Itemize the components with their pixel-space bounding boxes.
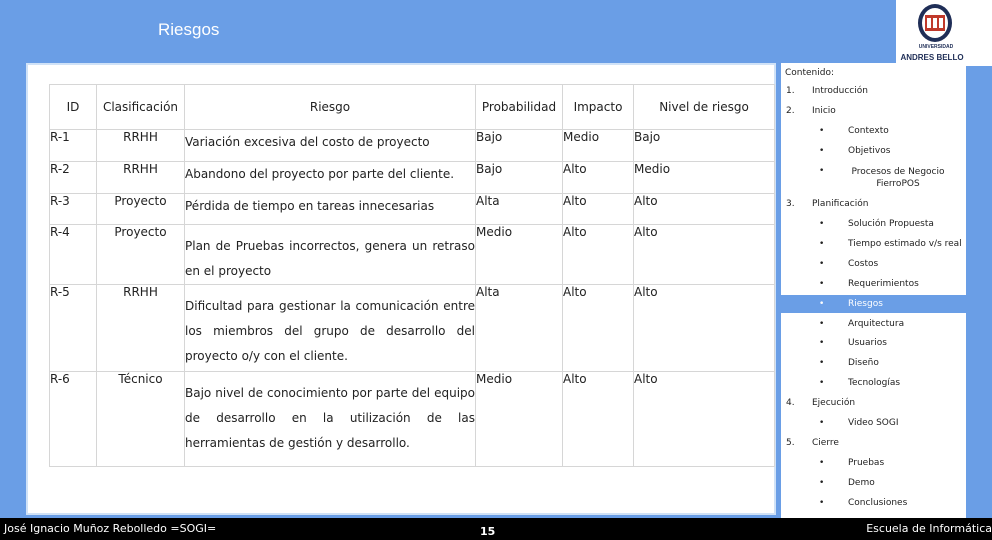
cell-probabilidad: Medio [476, 372, 563, 467]
university-logo [896, 0, 992, 66]
toc-item-label: Cierre [812, 438, 839, 448]
page-number: 15 [480, 525, 496, 538]
table-row [50, 285, 775, 372]
footer-bar [0, 518, 992, 540]
cell-impacto: Alto [563, 225, 634, 285]
toc-item-label: Pruebas [848, 458, 885, 468]
bullet-icon: • [819, 478, 825, 488]
bullet-icon: • [819, 219, 825, 229]
cell-probabilidad: Bajo [476, 130, 563, 162]
footer-school: Escuela de Informática [866, 522, 992, 535]
cell-nivel: Alto [634, 372, 775, 467]
cell-probabilidad: Bajo [476, 162, 563, 194]
cell-probabilidad: Medio [476, 225, 563, 285]
toc-item-label: Inicio [812, 106, 836, 116]
cell-probabilidad: Alta [476, 194, 563, 225]
toc-item-label: Ejecución [812, 398, 856, 408]
toc-item-label: Tecnologías [848, 378, 901, 388]
bullet-icon: • [819, 418, 825, 428]
cell-impacto: Alto [563, 162, 634, 194]
cell-id: R-1 [50, 130, 97, 162]
bullet-icon: • [819, 319, 825, 329]
slide-title: Riesgos [158, 20, 220, 39]
toc-item-label: Video SOGI [848, 418, 899, 428]
bullet-icon: • [819, 279, 825, 289]
cell-clasificacion: Proyecto [97, 225, 185, 285]
logo-name-text: ANDRES BELLO [900, 53, 964, 62]
col-header-probabilidad: Probabilidad [476, 85, 563, 130]
cell-nivel: Alto [634, 194, 775, 225]
bullet-icon: • [819, 259, 825, 269]
col-header-riesgo: Riesgo [185, 85, 476, 130]
cell-impacto: Alto [563, 285, 634, 372]
cell-id: R-5 [50, 285, 97, 372]
cell-clasificacion: RRHH [97, 162, 185, 194]
cell-riesgo: Bajo nivel de conocimiento por parte del equipo de desarrollo en la utilización de las herramientas de gestión y desarrollo. [185, 372, 476, 467]
cell-id: R-3 [50, 194, 97, 225]
cell-clasificacion: RRHH [97, 285, 185, 372]
bullet-icon: • [819, 126, 825, 136]
toc-item-label: Diseño [848, 358, 879, 368]
col-header-nivel: Nivel de riesgo [634, 85, 775, 130]
table-header-row [50, 85, 775, 130]
table-row [50, 162, 775, 194]
cell-riesgo: Dificultad para gestionar la comunicación entre los miembros del grupo de desarrollo del proyecto o/y con el cliente. [185, 285, 476, 372]
toc-item-number: 2. [786, 106, 795, 116]
cell-nivel: Bajo [634, 130, 775, 162]
cell-riesgo: Pérdida de tiempo en tareas innecesarias [185, 194, 476, 225]
cell-riesgo: Variación excesiva del costo de proyecto [185, 130, 476, 162]
cell-riesgo: Plan de Pruebas incorrectos, genera un retraso en el proyecto [185, 225, 476, 285]
cell-id: R-2 [50, 162, 97, 194]
crest-icon [917, 3, 953, 43]
bullet-icon: • [819, 299, 825, 309]
bullet-icon: • [819, 458, 825, 468]
toc-item-label: Conclusiones [848, 498, 908, 508]
toc-item-label: Solución Propuesta [848, 219, 934, 229]
toc-item-label: Procesos de Negocio FierroPOS [851, 167, 945, 189]
cell-clasificacion: Proyecto [97, 194, 185, 225]
bullet-icon: • [819, 378, 825, 388]
table-row [50, 372, 775, 467]
cell-clasificacion: RRHH [97, 130, 185, 162]
table-row [50, 130, 775, 162]
toc-item-number: 4. [786, 398, 795, 408]
cell-id: R-4 [50, 225, 97, 285]
bullet-icon: • [819, 146, 825, 156]
toc-item-label: Riesgos [848, 299, 883, 309]
cell-nivel: Alto [634, 285, 775, 372]
toc-item-label: Introducción [812, 86, 868, 96]
cell-nivel: Medio [634, 162, 775, 194]
bullet-icon: • [819, 338, 825, 348]
toc-item-number: 1. [786, 86, 795, 96]
col-header-impacto: Impacto [563, 85, 634, 130]
cell-impacto: Alto [563, 372, 634, 467]
cell-riesgo: Abandono del proyecto por parte del cliente. [185, 162, 476, 194]
toc-title: Contenido: [785, 68, 835, 78]
footer-author: José Ignacio Muñoz Rebolledo =SOGI= [4, 522, 217, 535]
toc-item-label: Objetivos [848, 146, 891, 156]
table-row [50, 225, 775, 285]
cell-clasificacion: Técnico [97, 372, 185, 467]
cell-id: R-6 [50, 372, 97, 467]
col-header-id: ID [50, 85, 97, 130]
cell-impacto: Medio [563, 130, 634, 162]
col-header-clasificacion: Clasificación [97, 85, 185, 130]
logo-university-text: UNIVERSIDAD [918, 44, 954, 50]
cell-nivel: Alto [634, 225, 775, 285]
toc-item-label: Contexto [848, 126, 889, 136]
bullet-icon: • [819, 358, 825, 368]
risk-table [49, 84, 775, 467]
table-row [50, 194, 775, 225]
toc-item-label: Tiempo estimado v/s real [848, 239, 962, 249]
bullet-icon: • [819, 166, 825, 176]
toc-item-label: Planificación [812, 199, 869, 209]
toc-item-label: Demo [848, 478, 875, 488]
toc-item-label: Usuarios [848, 338, 887, 348]
cell-impacto: Alto [563, 194, 634, 225]
cell-probabilidad: Alta [476, 285, 563, 372]
toc-item-number: 5. [786, 438, 795, 448]
toc-item-label: Arquitectura [848, 319, 905, 329]
bullet-icon: • [819, 498, 825, 508]
toc-item-number: 3. [786, 199, 795, 209]
toc-item-label: Requerimientos [848, 279, 919, 289]
toc-item-label: Costos [848, 259, 879, 269]
bullet-icon: • [819, 239, 825, 249]
